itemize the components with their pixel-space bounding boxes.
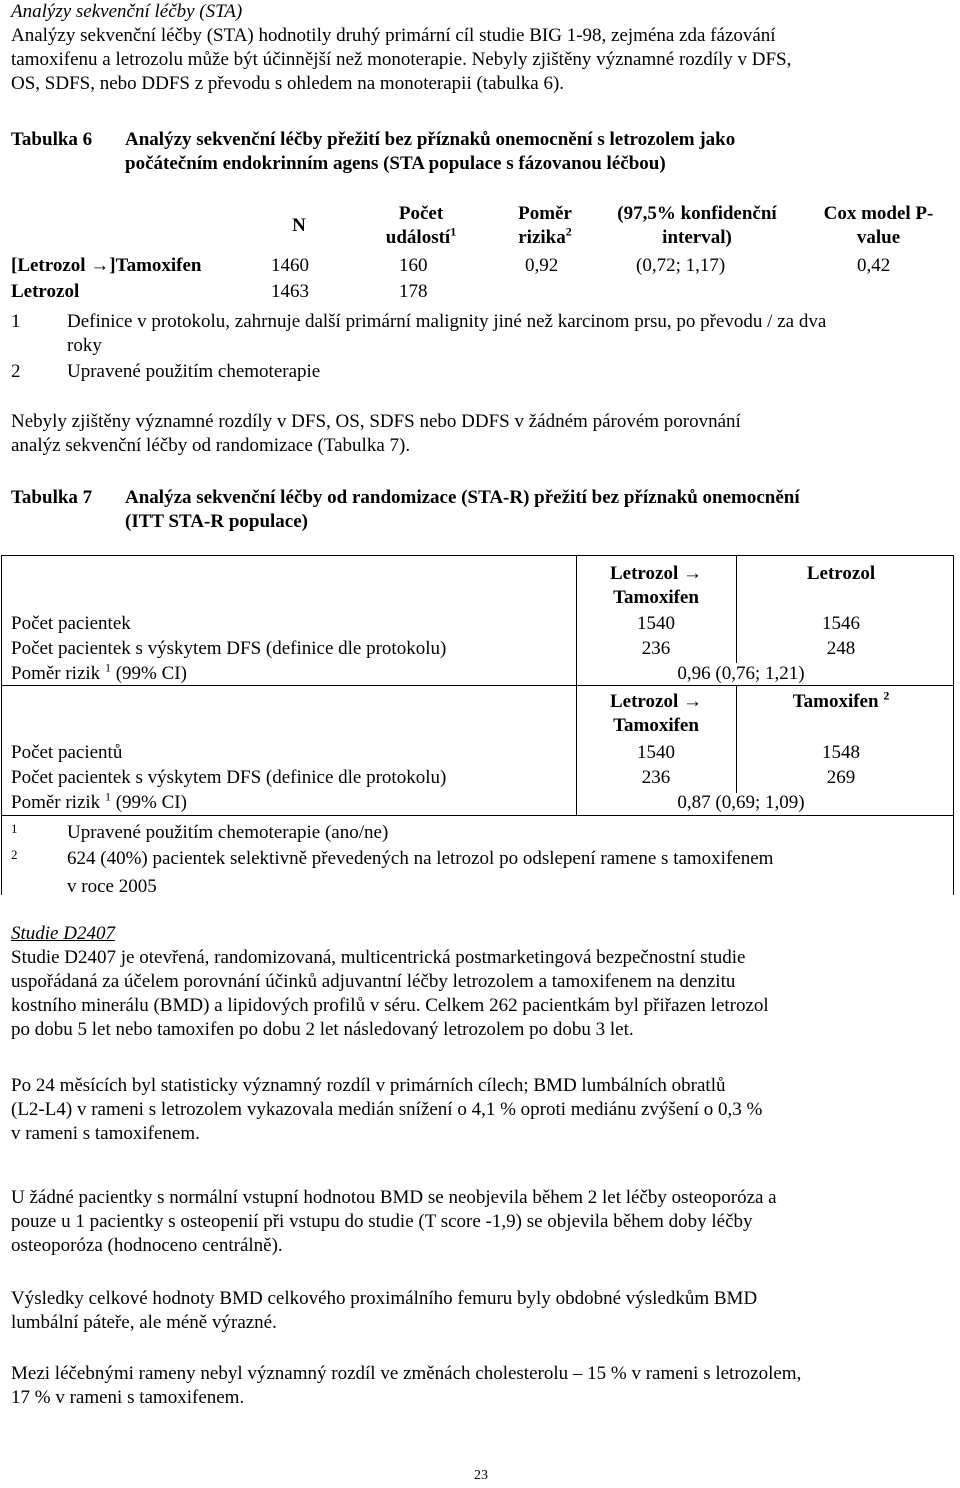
header-events-line1: Počet (398, 203, 444, 224)
study-paragraph (11, 1186, 777, 1258)
header-ratio-line1: Poměr (518, 203, 572, 224)
header-cox (811, 202, 946, 250)
text-line: Studie D2407 je otevřená, randomizovaná, multicentrická postmarketingová bezpečnostní studie (11, 947, 746, 968)
cell-a: 236 (641, 638, 671, 659)
note-text: Upravené použitím chemoterapie (67, 361, 321, 382)
text-line: 17 % v rameni s tamoxifenem. (11, 1387, 245, 1408)
note-line: v roce 2005 (67, 876, 157, 897)
row-n: 1460 (271, 255, 309, 276)
study-paragraph (11, 1362, 801, 1410)
mid-paragraph (11, 410, 741, 458)
row-label: Počet pacientek s výskytem DFS (definice dle protokolu) (11, 638, 447, 659)
header-cox-line2: value (856, 227, 901, 248)
table7 (11, 555, 951, 895)
text-line: lumbální páteře, ale méně výrazné. (11, 1312, 277, 1333)
study-paragraph (11, 946, 769, 1042)
row-label: Počet pacientek (11, 613, 131, 634)
column-divider (576, 685, 577, 815)
cell-a: 236 (641, 767, 671, 788)
note-line: 624 (40%) pacientek selektivně převedených na letrozol po odslepení ramene s tamoxifenem (67, 848, 774, 869)
header-ci-line2: interval) (662, 227, 732, 248)
header-events-line2: událostí$^1$ (385, 224, 457, 248)
cell-hr: 0,96 (0,76; 1,21) (677, 663, 805, 684)
row-label: Letrozol (11, 281, 80, 302)
cell-a: 1540 (637, 742, 675, 763)
cell-b: 1548 (822, 742, 860, 763)
study-paragraph (11, 1074, 762, 1146)
header-events (371, 202, 471, 250)
text-line: (L2-L4) v rameni s letrozolem vykazovala medián snížení o 4,1 % oproti mediánu zvýšení o 0,3 % (11, 1099, 763, 1120)
cell-b: 269 (826, 767, 856, 788)
table-border-right (953, 555, 954, 895)
caption-line: Analýzy sekvenční léčby přežití bez příznaků onemocnění s letrozolem jako (125, 129, 736, 150)
text-line: U žádné pacientky s normální vstupní hodnotou BMD se neobjevila během 2 let léčby osteoporóza a (11, 1187, 777, 1208)
table-row (11, 280, 951, 306)
t7-head-a (581, 562, 731, 610)
section-heading-study: Studie D2407 (11, 923, 115, 944)
row-ratio: 0,92 (525, 255, 559, 276)
row-events: 160 (399, 255, 428, 276)
row-label-hr: Poměr rizik $^1$ (99% CI) (11, 660, 187, 684)
note-line: roky (67, 335, 102, 356)
text-line: tamoxifenu a letrozolu může být účinnější než monoterapie. Nebyly zjištěny významné rozdíly v DFS, (11, 49, 792, 70)
row-p: 0,42 (857, 255, 891, 276)
cell-b: 1546 (822, 613, 860, 634)
row-label: [Letrozol →]Tamoxifen (11, 255, 202, 276)
section-heading-sta: Analýzy sekvenční léčby (STA) (11, 1, 243, 22)
head-line: Tamoxifen (613, 715, 699, 736)
header-n: N (292, 215, 306, 236)
text-line: pouze u 1 pacientky s osteopenií při vstupu do studie (T score -1,9) se objevila během doby léčby (11, 1211, 753, 1232)
text-line: osteoporóza (hodnoceno centrálně). (11, 1235, 283, 1256)
row-ci: (0,72; 1,17) (636, 255, 726, 276)
t7-head-a (581, 690, 731, 738)
t7-head-b: Tamoxifen $^2$ (792, 688, 890, 712)
column-divider (736, 555, 737, 663)
text-line: kostního minerálu (BMD) a lipidových profilů v séru. Celkem 262 pacientkám byl přiřazen letrozol (11, 995, 769, 1016)
caption-line: počátečním endokrinním agens (STA populace s fázovanou léčbou) (125, 153, 666, 174)
table-border-left (1, 555, 2, 895)
text-line: Analýzy sekvenční léčby (STA) hodnotily druhý primární cíl studie BIG 1-98, zejména zda fázování (11, 25, 776, 46)
row-n: 1463 (271, 281, 309, 302)
note-line: Definice v protokolu, zahrnuje další primární malignity jiné než karcinom prsu, po převodu / za dva (67, 311, 827, 332)
caption-line: Analýza sekvenční léčby od randomizace (STA-R) přežití bez příznaků onemocnění (125, 487, 800, 508)
table-row (11, 254, 951, 280)
header-ratio-line2: rizika$^2$ (518, 224, 572, 248)
cell-hr: 0,87 (0,69; 1,09) (677, 792, 805, 813)
row-label: Počet pacientek s výskytem DFS (definice dle protokolu) (11, 767, 447, 788)
table-border-top (1, 555, 954, 556)
row-separator (1, 815, 954, 816)
caption-line: (ITT STA-R populace) (125, 511, 308, 532)
t7-head-b: Letrozol (806, 563, 876, 584)
table6-caption (125, 128, 735, 176)
row-label: Počet pacientů (11, 742, 123, 763)
cell-a: 1540 (637, 613, 675, 634)
text-line: po dobu 5 let nebo tamoxifen po dobu 2 let následovaný letrozolem po dobu 3 let. (11, 1019, 634, 1040)
cell-b: 248 (826, 638, 856, 659)
head-line: Letrozol → (610, 563, 702, 584)
note-number: 2 (11, 847, 18, 862)
head-line: Tamoxifen (613, 587, 699, 608)
text-line: uspořádaná za účelem porovnání účinků adjuvantní léčby letrozolem a tamoxifenem na denzitu (11, 971, 736, 992)
header-ratio (497, 202, 593, 250)
text-line: analýz sekvenční léčby od randomizace (Tabulka 7). (11, 435, 411, 456)
text-line: Mezi léčebnými rameny nebyl významný rozdíl ve změnách cholesterolu – 15 % v rameni s letrozolem, (11, 1363, 802, 1384)
header-ci (597, 202, 797, 250)
text-line: OS, SDFS, nebo DDFS z převodu s ohledem na monoterapii (tabulka 6). (11, 73, 565, 94)
row-events: 178 (399, 281, 428, 302)
note-text: Upravené použitím chemoterapie (ano/ne) (67, 822, 389, 843)
column-divider (576, 555, 577, 685)
note-number: 1 (11, 821, 18, 836)
page-number: 23 (474, 1468, 488, 1483)
header-cox-line1: Cox model P- (823, 203, 934, 224)
intro-paragraph (11, 24, 791, 96)
header-ci-line1: (97,5% konfidenční (617, 203, 777, 224)
table7-caption (125, 486, 800, 534)
note-text (67, 847, 773, 899)
row-label-hr: Poměr rizik $^1$ (99% CI) (11, 789, 187, 813)
note-text (67, 310, 826, 358)
table7-label: Tabulka 7 (11, 487, 93, 508)
study-paragraph (11, 1287, 757, 1335)
text-line: Po 24 měsících byl statisticky významný rozdíl v primárních cílech; BMD lumbálních obratlů (11, 1075, 726, 1096)
table6-label: Tabulka 6 (11, 129, 93, 150)
head-line: Letrozol → (610, 691, 702, 712)
text-line: Výsledky celkové hodnoty BMD celkového proximálního femuru byly obdobné výsledkům BMD (11, 1288, 758, 1309)
column-divider (736, 685, 737, 793)
note-number: 2 (11, 361, 21, 382)
text-line: v rameni s tamoxifenem. (11, 1123, 200, 1144)
note-number: 1 (11, 311, 21, 332)
text-line: Nebyly zjištěny významné rozdíly v DFS, OS, SDFS nebo DDFS v žádném párovém porovnání (11, 411, 741, 432)
